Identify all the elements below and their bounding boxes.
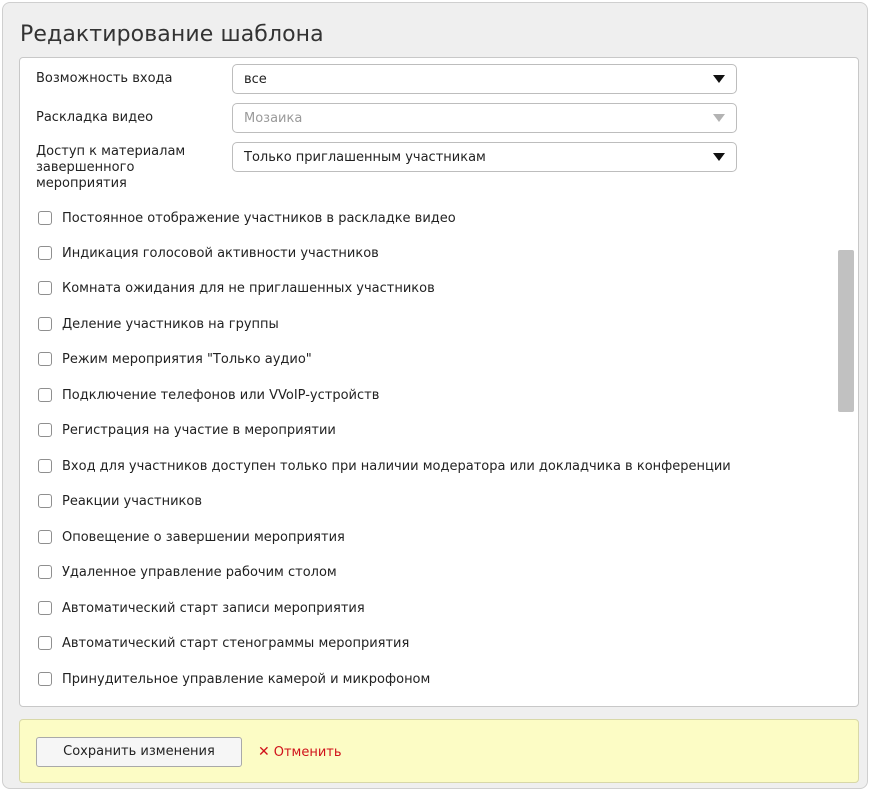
option-label: Реакции участников bbox=[62, 493, 203, 509]
option-checkbox[interactable] bbox=[38, 317, 52, 331]
option-row[interactable] bbox=[38, 633, 409, 653]
option-row[interactable] bbox=[38, 278, 435, 298]
scrollbar-thumb[interactable] bbox=[838, 250, 854, 412]
option-checkbox[interactable] bbox=[38, 388, 52, 402]
option-row[interactable] bbox=[38, 420, 336, 440]
save-changes-button[interactable]: Сохранить изменения bbox=[36, 737, 242, 767]
close-icon: ✕ bbox=[258, 744, 270, 760]
option-checkbox[interactable] bbox=[38, 352, 52, 366]
access-label bbox=[36, 144, 185, 192]
option-label: Постоянное отображение участников в раскладке видео bbox=[62, 210, 456, 226]
option-checkbox[interactable] bbox=[38, 246, 52, 260]
option-checkbox[interactable] bbox=[38, 423, 52, 437]
option-row[interactable] bbox=[38, 243, 379, 263]
option-label: Комната ожидания для не приглашенных участников bbox=[62, 280, 435, 296]
option-checkbox[interactable] bbox=[38, 211, 52, 225]
option-row[interactable] bbox=[38, 385, 379, 405]
option-checkbox[interactable] bbox=[38, 530, 52, 544]
option-row[interactable] bbox=[38, 314, 279, 334]
entry-label: Возможность входа bbox=[36, 71, 173, 86]
cancel-label: Отменить bbox=[273, 744, 342, 760]
access-select-value: Только приглашенным участникам bbox=[244, 150, 486, 165]
layout-select-value: Мозаика bbox=[244, 111, 303, 126]
option-label: Автоматический старт записи мероприятия bbox=[62, 600, 365, 616]
option-row[interactable] bbox=[38, 527, 345, 547]
option-checkbox[interactable] bbox=[38, 565, 52, 579]
option-label: Подключение телефонов или VVoIP-устройств bbox=[62, 387, 380, 403]
layout-label: Раскладка видео bbox=[36, 110, 154, 125]
option-checkbox[interactable] bbox=[38, 636, 52, 650]
option-checkbox[interactable] bbox=[38, 672, 52, 686]
option-label: Индикация голосовой активности участников bbox=[62, 245, 379, 261]
edit-template-panel bbox=[2, 2, 868, 789]
option-checkbox[interactable] bbox=[38, 281, 52, 295]
option-label: Автоматический старт стенограммы мероприятия bbox=[62, 635, 410, 651]
chevron-down-icon bbox=[713, 75, 725, 83]
option-label: Удаленное управление рабочим столом bbox=[62, 564, 337, 580]
settings-scroll-area[interactable] bbox=[19, 57, 859, 707]
option-checkbox[interactable] bbox=[38, 601, 52, 615]
option-label: Регистрация на участие в мероприятии bbox=[62, 422, 336, 438]
chevron-down-icon bbox=[713, 114, 725, 122]
option-row[interactable] bbox=[38, 349, 312, 369]
layout-select bbox=[232, 103, 737, 133]
chevron-down-icon bbox=[713, 153, 725, 161]
action-bar bbox=[19, 719, 859, 783]
option-row[interactable] bbox=[38, 208, 456, 228]
option-label: Режим мероприятия "Только аудио" bbox=[62, 351, 312, 367]
panel-title: Редактирование шаблона bbox=[20, 22, 324, 47]
option-row[interactable] bbox=[38, 456, 731, 476]
option-label: Деление участников на группы bbox=[62, 316, 279, 332]
entry-select-value: все bbox=[244, 72, 267, 87]
option-row[interactable] bbox=[38, 491, 202, 511]
option-checkbox[interactable] bbox=[38, 459, 52, 473]
option-row[interactable] bbox=[38, 669, 430, 689]
option-row[interactable] bbox=[38, 598, 365, 618]
option-label: Принудительное управление камерой и микрофоном bbox=[62, 671, 431, 687]
access-select[interactable] bbox=[232, 142, 737, 172]
access-label-line: завершенного bbox=[36, 160, 135, 175]
access-label-line: Доступ к материалам bbox=[36, 144, 186, 159]
entry-select[interactable] bbox=[232, 64, 737, 94]
access-label-line: мероприятия bbox=[36, 176, 127, 191]
option-checkbox[interactable] bbox=[38, 494, 52, 508]
option-label: Вход для участников доступен только при наличии модератора или докладчика в конференции bbox=[62, 458, 731, 474]
option-label: Оповещение о завершении мероприятия bbox=[62, 529, 345, 545]
cancel-link[interactable] bbox=[258, 744, 342, 760]
option-row[interactable] bbox=[38, 562, 337, 582]
